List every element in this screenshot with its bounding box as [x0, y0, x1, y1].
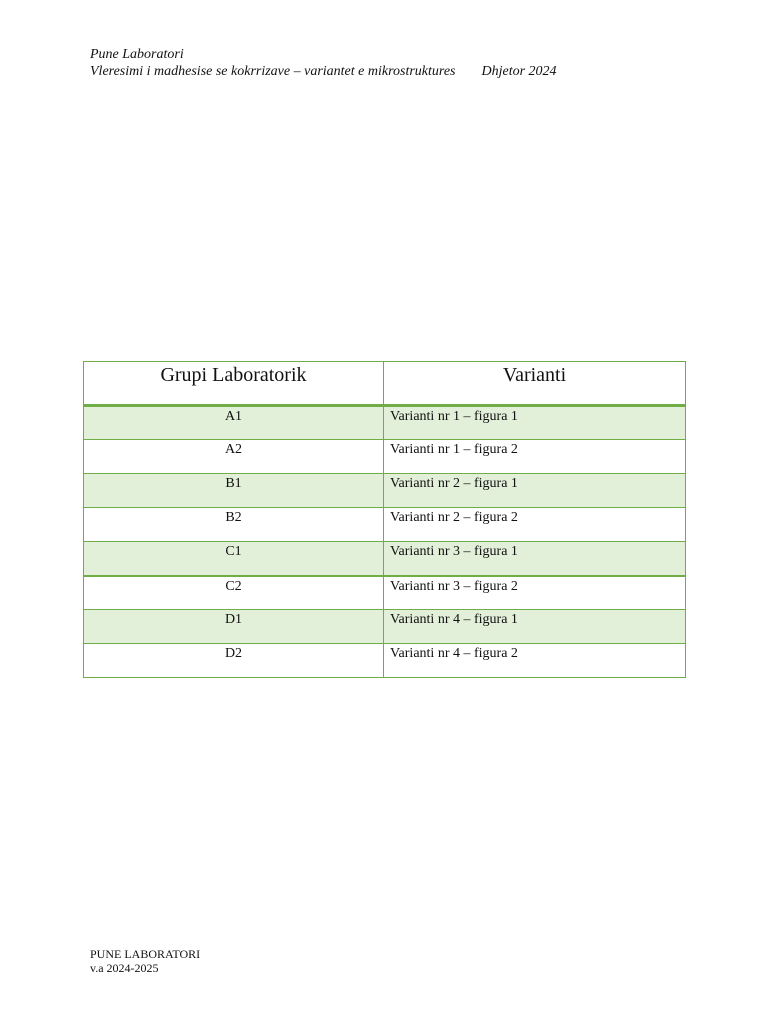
- table-row: [84, 576, 686, 610]
- variant-cell: Varianti nr 4 – figura 2: [384, 644, 686, 678]
- table-row: [84, 542, 686, 576]
- header-subtitle-line: [90, 63, 557, 80]
- table-row: [84, 440, 686, 474]
- variant-cell: Varianti nr 2 – figura 1: [384, 474, 686, 508]
- variant-cell: Varianti nr 4 – figura 1: [384, 610, 686, 644]
- table-row: [84, 508, 686, 542]
- variant-cell: Varianti nr 1 – figura 2: [384, 440, 686, 474]
- page-footer: [90, 947, 200, 975]
- table-row: [84, 610, 686, 644]
- group-cell: A2: [84, 440, 384, 474]
- group-cell: C2: [84, 576, 384, 610]
- variant-cell: Varianti nr 1 – figura 1: [384, 406, 686, 440]
- header-date: Dhjetor 2024: [481, 64, 557, 79]
- group-cell: B1: [84, 474, 384, 508]
- header-title: Pune Laboratori: [90, 47, 184, 62]
- group-cell: B2: [84, 508, 384, 542]
- group-cell: C1: [84, 542, 384, 576]
- footer-title: PUNE LABORATORI: [90, 947, 201, 961]
- group-cell: D1: [84, 610, 384, 644]
- group-cell: A1: [84, 406, 384, 440]
- header-subtitle: Vleresimi i madhesise se kokrrizave – variantet e mikrostruktures: [90, 64, 456, 79]
- table-row: [84, 406, 686, 440]
- table-row: [84, 474, 686, 508]
- group-cell: D2: [84, 644, 384, 678]
- variant-cell: Varianti nr 3 – figura 2: [384, 576, 686, 610]
- column-header-variant: Varianti: [384, 362, 686, 406]
- groups-variants-table: [83, 361, 686, 678]
- column-header-group: Grupi Laboratorik: [84, 362, 384, 406]
- variant-cell: Varianti nr 2 – figura 2: [384, 508, 686, 542]
- table-row: [84, 644, 686, 678]
- footer-academic-year: v.a 2024-2025: [90, 961, 159, 975]
- page-header: [90, 46, 557, 80]
- table-header-row: [84, 362, 686, 406]
- variant-cell: Varianti nr 3 – figura 1: [384, 542, 686, 576]
